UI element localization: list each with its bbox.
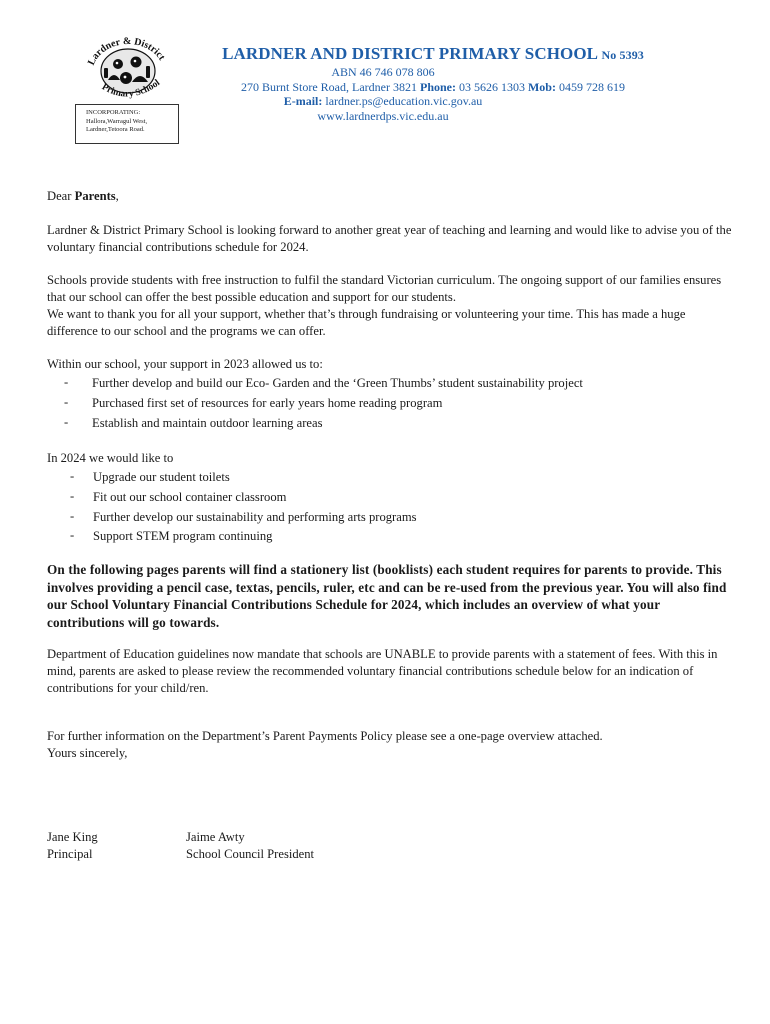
paragraph-intro: Lardner & District Primary School is looking forward to another great year of teaching and learning and would like to advise you of the voluntary financial contributions schedule for 2024. bbox=[47, 223, 732, 254]
school-number: No 5393 bbox=[601, 48, 644, 62]
list-dash: - bbox=[70, 509, 75, 523]
plans-intro: In 2024 we would like to bbox=[47, 451, 174, 465]
plans-item: Further develop our sustainability and performing arts programs bbox=[93, 510, 417, 524]
address: 270 Burnt Store Road, Lardner 3821 bbox=[241, 80, 417, 94]
svg-text:Primary School: Primary School bbox=[99, 78, 163, 100]
school-name: LARDNER AND DISTRICT PRIMARY SCHOOL No 5393 bbox=[222, 44, 644, 63]
greeting: Dear Parents, bbox=[47, 189, 119, 203]
paragraph-further-info: For further information on the Department’s Parent Payments Policy please see a one-page overview attached. bbox=[47, 729, 603, 743]
signatory-title: Principal bbox=[47, 847, 93, 861]
support-item: Establish and maintain outdoor learning areas bbox=[92, 416, 323, 430]
incorporating-line-2: Lardner,Tetoora Road. bbox=[86, 126, 145, 133]
paragraph-thanks: We want to thank you for all your support, whether that’s through fundraising or volunteering your time. This has made a huge difference to our school and the programs we can offer. bbox=[47, 307, 686, 338]
signatory-name: Jaime Awty bbox=[186, 830, 245, 844]
signatory-name: Jane King bbox=[47, 830, 98, 844]
list-dash: - bbox=[64, 395, 69, 409]
signatory-title: School Council President bbox=[186, 847, 315, 861]
plans-item: Upgrade our student toilets bbox=[93, 470, 230, 484]
phone: 03 5626 1303 bbox=[458, 80, 525, 94]
phone-label: Phone: bbox=[419, 80, 456, 94]
list-dash: - bbox=[70, 489, 75, 503]
incorporating-line-1: Hallora,Warragul West, bbox=[86, 117, 148, 125]
list-dash: - bbox=[64, 375, 69, 389]
incorporating-title: INCORPORATING: bbox=[86, 109, 141, 116]
paragraph-stationery-bold: On the following pages parents will find a stationery list (booklists) each student requires for parents to provide. This involves providing a pencil case, textas, pencils, ruler, etc and can be re-used from the previous year. You will also find our School Voluntary Financial Contributions Schedule for 2024, which includes an overview of what your contributions will go towards. bbox=[47, 562, 727, 630]
support-item: Purchased first set of resources for early years home reading program bbox=[92, 396, 443, 410]
website-link[interactable]: www.lardnerdps.vic.edu.au bbox=[317, 109, 449, 123]
contact-line bbox=[180, 80, 686, 95]
list-dash: - bbox=[70, 469, 75, 483]
svg-text:Lardner & District: Lardner & District bbox=[85, 35, 168, 68]
closing: Yours sincerely, bbox=[47, 746, 128, 760]
list-dash: - bbox=[64, 415, 69, 429]
email-line bbox=[130, 94, 636, 109]
plans-item: Support STEM program continuing bbox=[93, 529, 273, 543]
plans-item: Fit out our school container classroom bbox=[93, 490, 287, 504]
paragraph-curriculum: Schools provide students with free instruction to fulfil the standard Victorian curriculum. The ongoing support of our families ensures that our school can offer the best possible education and support for our students. bbox=[47, 273, 722, 304]
email-label: E-mail: bbox=[283, 94, 323, 108]
list-dash: - bbox=[70, 528, 75, 542]
support-item: Further develop and build our Eco- Garden and the ‘Green Thumbs’ student sustainability project bbox=[92, 376, 583, 390]
mobile: 0459 728 619 bbox=[558, 80, 625, 94]
support-intro: Within our school, your support in 2023 allowed us to: bbox=[47, 357, 323, 371]
mobile-label: Mob: bbox=[527, 80, 556, 94]
paragraph-department: Department of Education guidelines now mandate that schools are UNABLE to provide parents with a statement of fees. With this in mind, parents are asked to please review the recommended voluntary financial contributions schedule below for an indication of contributions for your child/ren. bbox=[47, 647, 718, 695]
email-link[interactable]: lardner.ps@education.vic.gov.au bbox=[325, 94, 483, 108]
abn: ABN 46 746 078 806 bbox=[331, 65, 435, 79]
